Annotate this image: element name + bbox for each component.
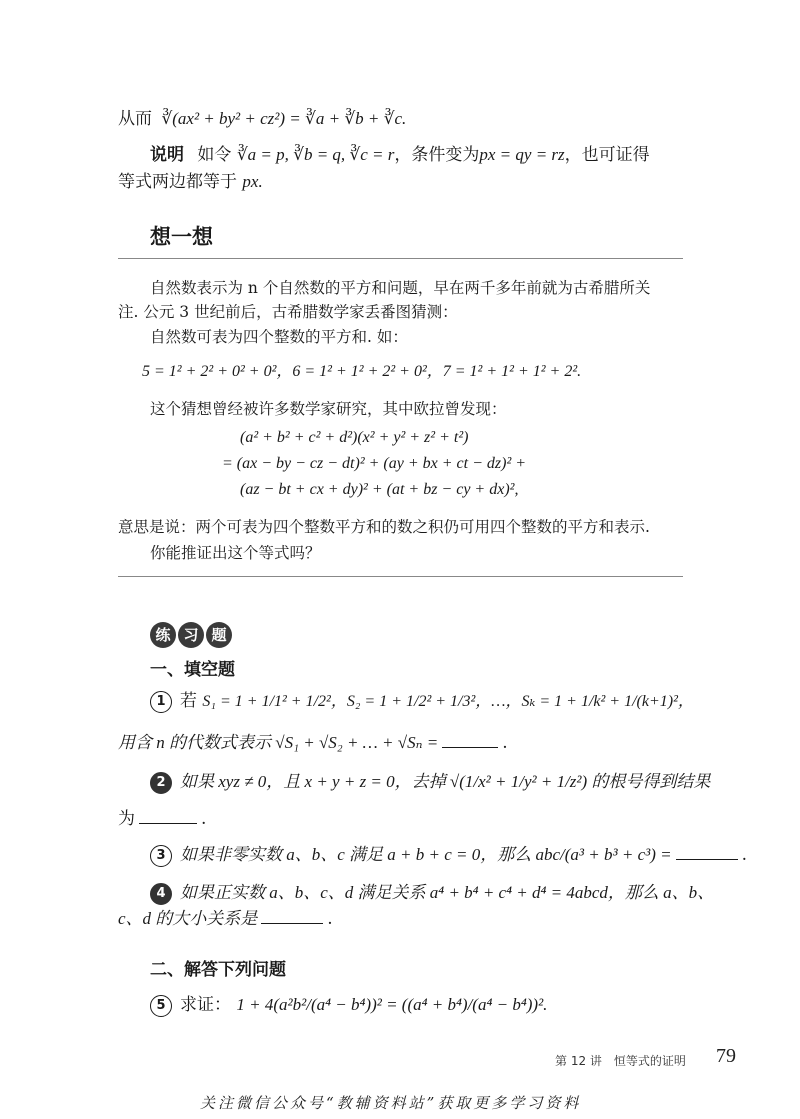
chapter-footer: 第 12 讲 恒等式的证明	[555, 1054, 686, 1068]
question-2-line-2: 为 .	[118, 809, 207, 829]
result-line: 从而 ∛(ax² + by² + cz²) = ∛a + ∛b + ∛c.	[118, 109, 407, 129]
think-question: 你能推证出这个等式吗？	[150, 544, 321, 562]
q5-formula: 1 + 4(a²b²/(a⁴ − b⁴))² = ((a⁴ + b⁴)/(a⁴ − b⁴))².	[236, 995, 548, 1014]
question-number-badge: 1	[150, 691, 172, 713]
q1-formula: S₁ = 1 + 1/1² + 1/2²，S₂ = 1 + 1/2² + 1/3²，…，Sₖ = 1 + 1/k² + 1/(k+1)²，	[202, 693, 694, 710]
question-3: 3 如果非零实数 a、b、c 满足 a + b + c = 0，那么 abc/(a³ + b³ + c³) = .	[150, 840, 747, 867]
question-1-line-2: 用含 n 的代数式表示 √S₁ + √S₂ + … + √Sₙ = .	[118, 733, 508, 753]
answer-blank[interactable]	[261, 909, 323, 924]
answer-blank[interactable]	[676, 845, 738, 860]
think-paragraph-2: 自然数可表为四个整数的平方和. 如：	[150, 328, 408, 346]
square-sum-examples: 5 = 1² + 2² + 0² + 0²，6 = 1² + 1² + 2² + 0²，7 = 1² + 1² + 1² + 2².	[142, 363, 582, 380]
answer-blank[interactable]	[442, 733, 498, 748]
question-2: 2 如果 xyz ≠ 0，且 x + y + z = 0，去掉 √(1/x² + 1/y² + 1/z²) 的根号得到结果	[150, 767, 710, 794]
note-line-2: 等式两边都等于 px.	[118, 172, 263, 192]
think-paragraph-4: 意思是说：两个可表为四个整数平方和的数之积仍可用四个整数的平方和表示.	[118, 518, 650, 536]
euler-identity-line-3: (az − bt + cx + dy)² + (at + bz − cy + dx)²,	[240, 481, 519, 498]
question-1: 1 若 S₁ = 1 + 1/1² + 1/2²，S₂ = 1 + 1/2² + 1/3²，…，Sₖ = 1 + 1/k² + 1/(k+1)²，	[150, 686, 694, 713]
exercise-char-icon: 题	[206, 622, 232, 648]
think-paragraph-3: 这个猜想曾经被许多数学家研究，其中欧拉曾发现：	[150, 400, 507, 418]
result-formula: ∛(ax² + by² + cz²) = ∛a + ∛b + ∛c.	[161, 109, 407, 128]
think-top-rule	[118, 258, 683, 259]
question-4: 4 如果正实数 a、b、c、d 满足关系 a⁴ + b⁴ + c⁴ + d⁴ = 4abcd，那么 a、b、	[150, 878, 714, 905]
think-paragraph-1a: 自然数表示为 n 个自然数的平方和问题，早在两千多年前就为古希腊所关	[150, 279, 651, 297]
note-label: 说明	[150, 145, 184, 165]
watermark-text: 关注微信公众号“教辅资料站”获取更多学习资料	[200, 1094, 582, 1112]
exercise-char-icon: 习	[178, 622, 204, 648]
think-bottom-rule	[118, 576, 683, 577]
euler-identity-line-2: = (ax − by − cz − dt)² + (ay + bx + ct − dz)² +	[222, 455, 527, 472]
question-number-badge: 2	[150, 772, 172, 794]
question-4-line-2: c、d 的大小关系是 .	[118, 909, 333, 929]
question-number-badge: 4	[150, 883, 172, 905]
think-paragraph-1b: 注. 公元 3 世纪前后，古希腊数学家丢番图猜测：	[118, 303, 458, 321]
think-heading: 想一想	[150, 224, 213, 249]
exercise-icon-group	[150, 622, 234, 648]
question-number-badge: 5	[150, 995, 172, 1017]
page-number: 79	[716, 1045, 736, 1067]
answer-blank[interactable]	[139, 809, 197, 824]
section-solve: 二、解答下列问题	[150, 960, 286, 980]
question-5: 5 求证： 1 + 4(a²b²/(a⁴ − b⁴))² = ((a⁴ + b⁴)/(a⁴ − b⁴))².	[150, 990, 547, 1017]
exercise-char-icon: 练	[150, 622, 176, 648]
section-fill-blank: 一、填空题	[150, 660, 235, 680]
euler-identity-line-1: (a² + b² + c² + d²)(x² + y² + z² + t²)	[240, 429, 469, 446]
note-line: 说明 如令 ∛a = p, ∛b = q, ∛c = r，条件变为px = qy = rz，也可证得	[150, 145, 650, 165]
question-number-badge: 3	[150, 845, 172, 867]
